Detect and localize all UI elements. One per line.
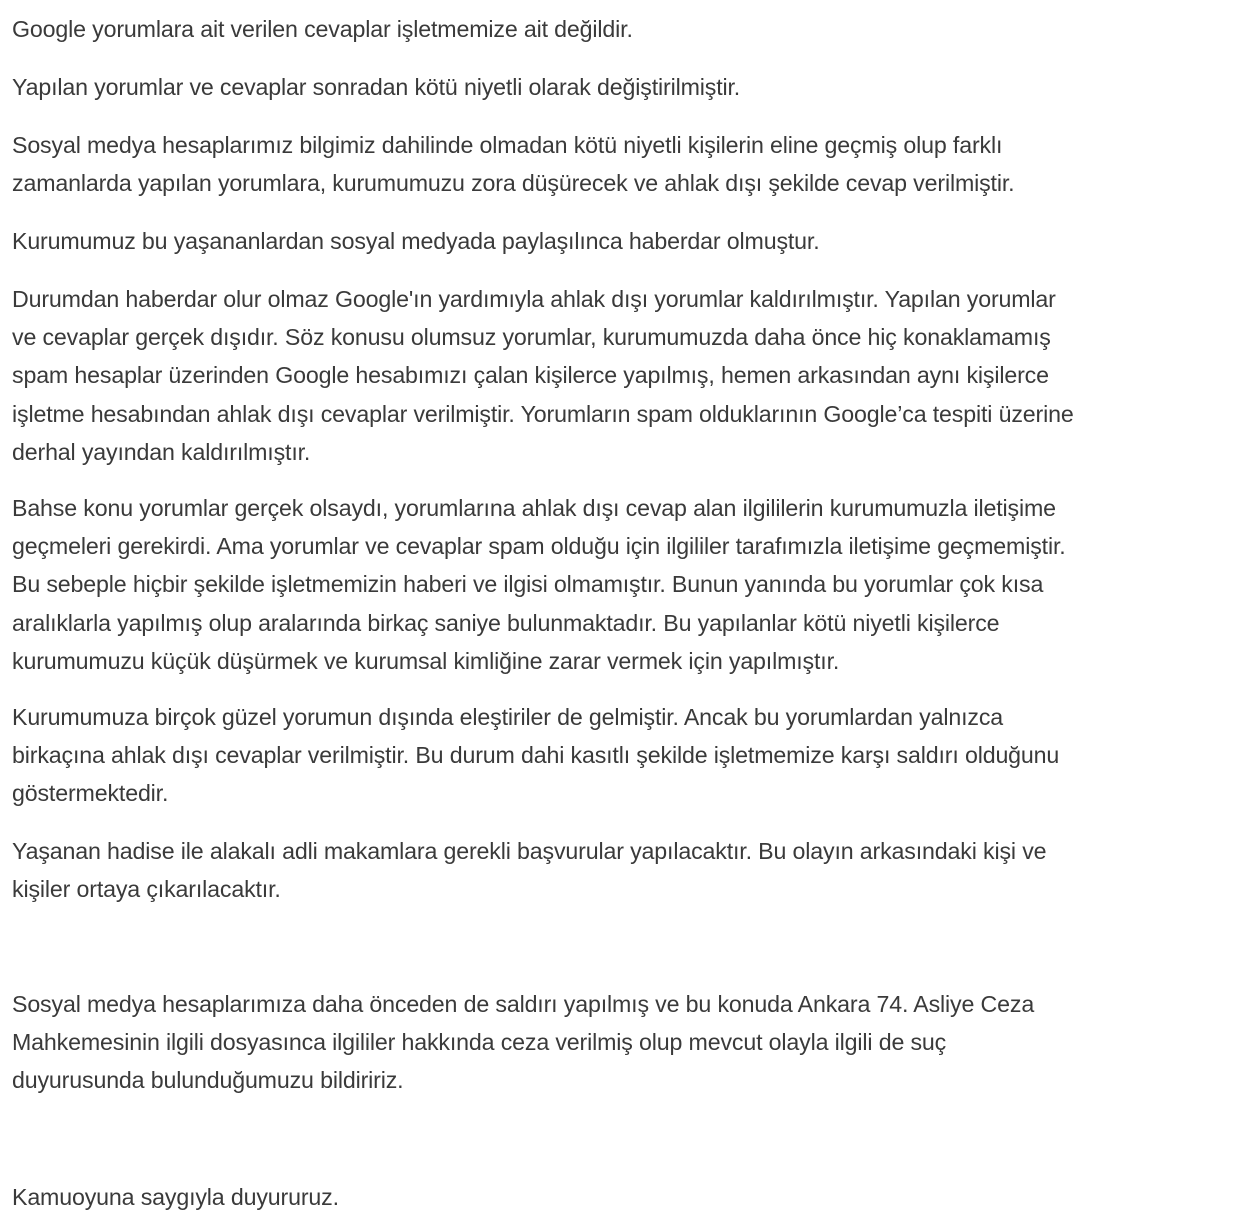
paragraph-criticism [12, 698, 1237, 813]
text-line: Kamuoyuna saygıyla duyururuz. [12, 1184, 339, 1210]
paragraph-social-media-accounts [12, 126, 1237, 202]
text-line: Google yorumlara ait verilen cevaplar işletmemize ait değildir. [12, 16, 633, 42]
text-line: aralıklarla yapılmış olup aralarında birkaç saniye bulunmaktadır. Bu yapılanlar kötü niyetli kişilerce [12, 609, 1000, 636]
paragraph-removal [12, 280, 1237, 471]
text-line: spam hesaplar üzerinden Google hesabımızı çalan kişilerce yapılmış, hemen arkasından aynı kişilerce [12, 362, 1049, 389]
text-line: Durumdan haberdar olur olmaz Google'ın yardımıyla ahlak dışı yorumlar kaldırılmıştır. Yapılan yorumlar [12, 286, 1056, 312]
text-line: Yapılan yorumlar ve cevaplar sonradan kötü niyetli olarak değiştirilmiştir. [12, 74, 741, 100]
text-line: Sosyal medya hesaplarımıza daha önceden de saldırı yapılmış ve bu konuda Ankara 74. Asliye Ceza [12, 991, 1035, 1017]
text-line: Yaşanan hadise ile alakalı adli makamlara gerekli başvurular yapılacaktır. Bu olayın arkasındaki kişi ve [12, 838, 1047, 864]
paragraph-closing [12, 1178, 1237, 1216]
text-line: Mahkemesinin ilgili dosyasınca ilgililer hakkında ceza verilmiş olup mevcut olayla ilgili de suç [12, 1029, 947, 1056]
paragraph-prior-attacks [12, 985, 1237, 1100]
text-line: kurumumuzu küçük düşürmek ve kurumsal kimliğine zarar vermek için yapılmıştır. [12, 647, 840, 674]
text-line: göstermektedir. [12, 780, 169, 807]
paragraph-google-replies [12, 10, 1237, 48]
text-line: geçmeleri gerekirdi. Ama yorumlar ve cevaplar spam olduğu için ilgililer tarafımızla iletişime geçmemiştir. [12, 533, 1066, 560]
text-line: Bahse konu yorumlar gerçek olsaydı, yorumlarına ahlak dışı cevap alan ilgililerin kurumumuzla iletişime [12, 495, 1056, 521]
text-line: Kurumumuz bu yaşananlardan sosyal medyada paylaşılınca haberdar olmuştur. [12, 228, 820, 254]
text-line: birkaçına ahlak dışı cevaplar verilmiştir. Bu durum dahi kasıtlı şekilde işletmemize karşı saldırı olduğunu [12, 742, 1060, 769]
paragraph-legal-action [12, 832, 1237, 908]
text-line: işletme hesabından ahlak dışı cevaplar verilmiştir. Yorumların spam olduklarının Google’ca tespiti üzerine [12, 400, 1074, 427]
text-line: zamanlarda yapılan yorumlara, kurumumuzu zora düşürecek ve ahlak dışı şekilde cevap verilmiştir. [12, 170, 1015, 197]
paragraph-spam-evidence [12, 489, 1237, 680]
text-line: Bu sebeple hiçbir şekilde işletmemizin haberi ve ilgisi olmamıştır. Bunun yanında bu yorumlar çok kısa [12, 571, 1044, 598]
text-line: derhal yayından kaldırılmıştır. [12, 438, 311, 465]
text-line: ve cevaplar gerçek dışıdır. Söz konusu olumsuz yorumlar, kurumumuzda daha önce hiç konaklamamış [12, 324, 1051, 351]
text-line: Sosyal medya hesaplarımız bilgimiz dahilinde olmadan kötü niyetli kişilerin eline geçmiş olup farklı [12, 132, 1003, 158]
text-line: Kurumumuza birçok güzel yorumun dışında eleştiriler de gelmiştir. Ancak bu yorumlardan yalnızca [12, 704, 1004, 730]
paragraph-awareness [12, 222, 1237, 260]
text-line: kişiler ortaya çıkarılacaktır. [12, 876, 281, 903]
paragraph-modified-comments [12, 68, 1237, 106]
text-line: duyurusunda bulunduğumuzu bildiririz. [12, 1067, 404, 1094]
